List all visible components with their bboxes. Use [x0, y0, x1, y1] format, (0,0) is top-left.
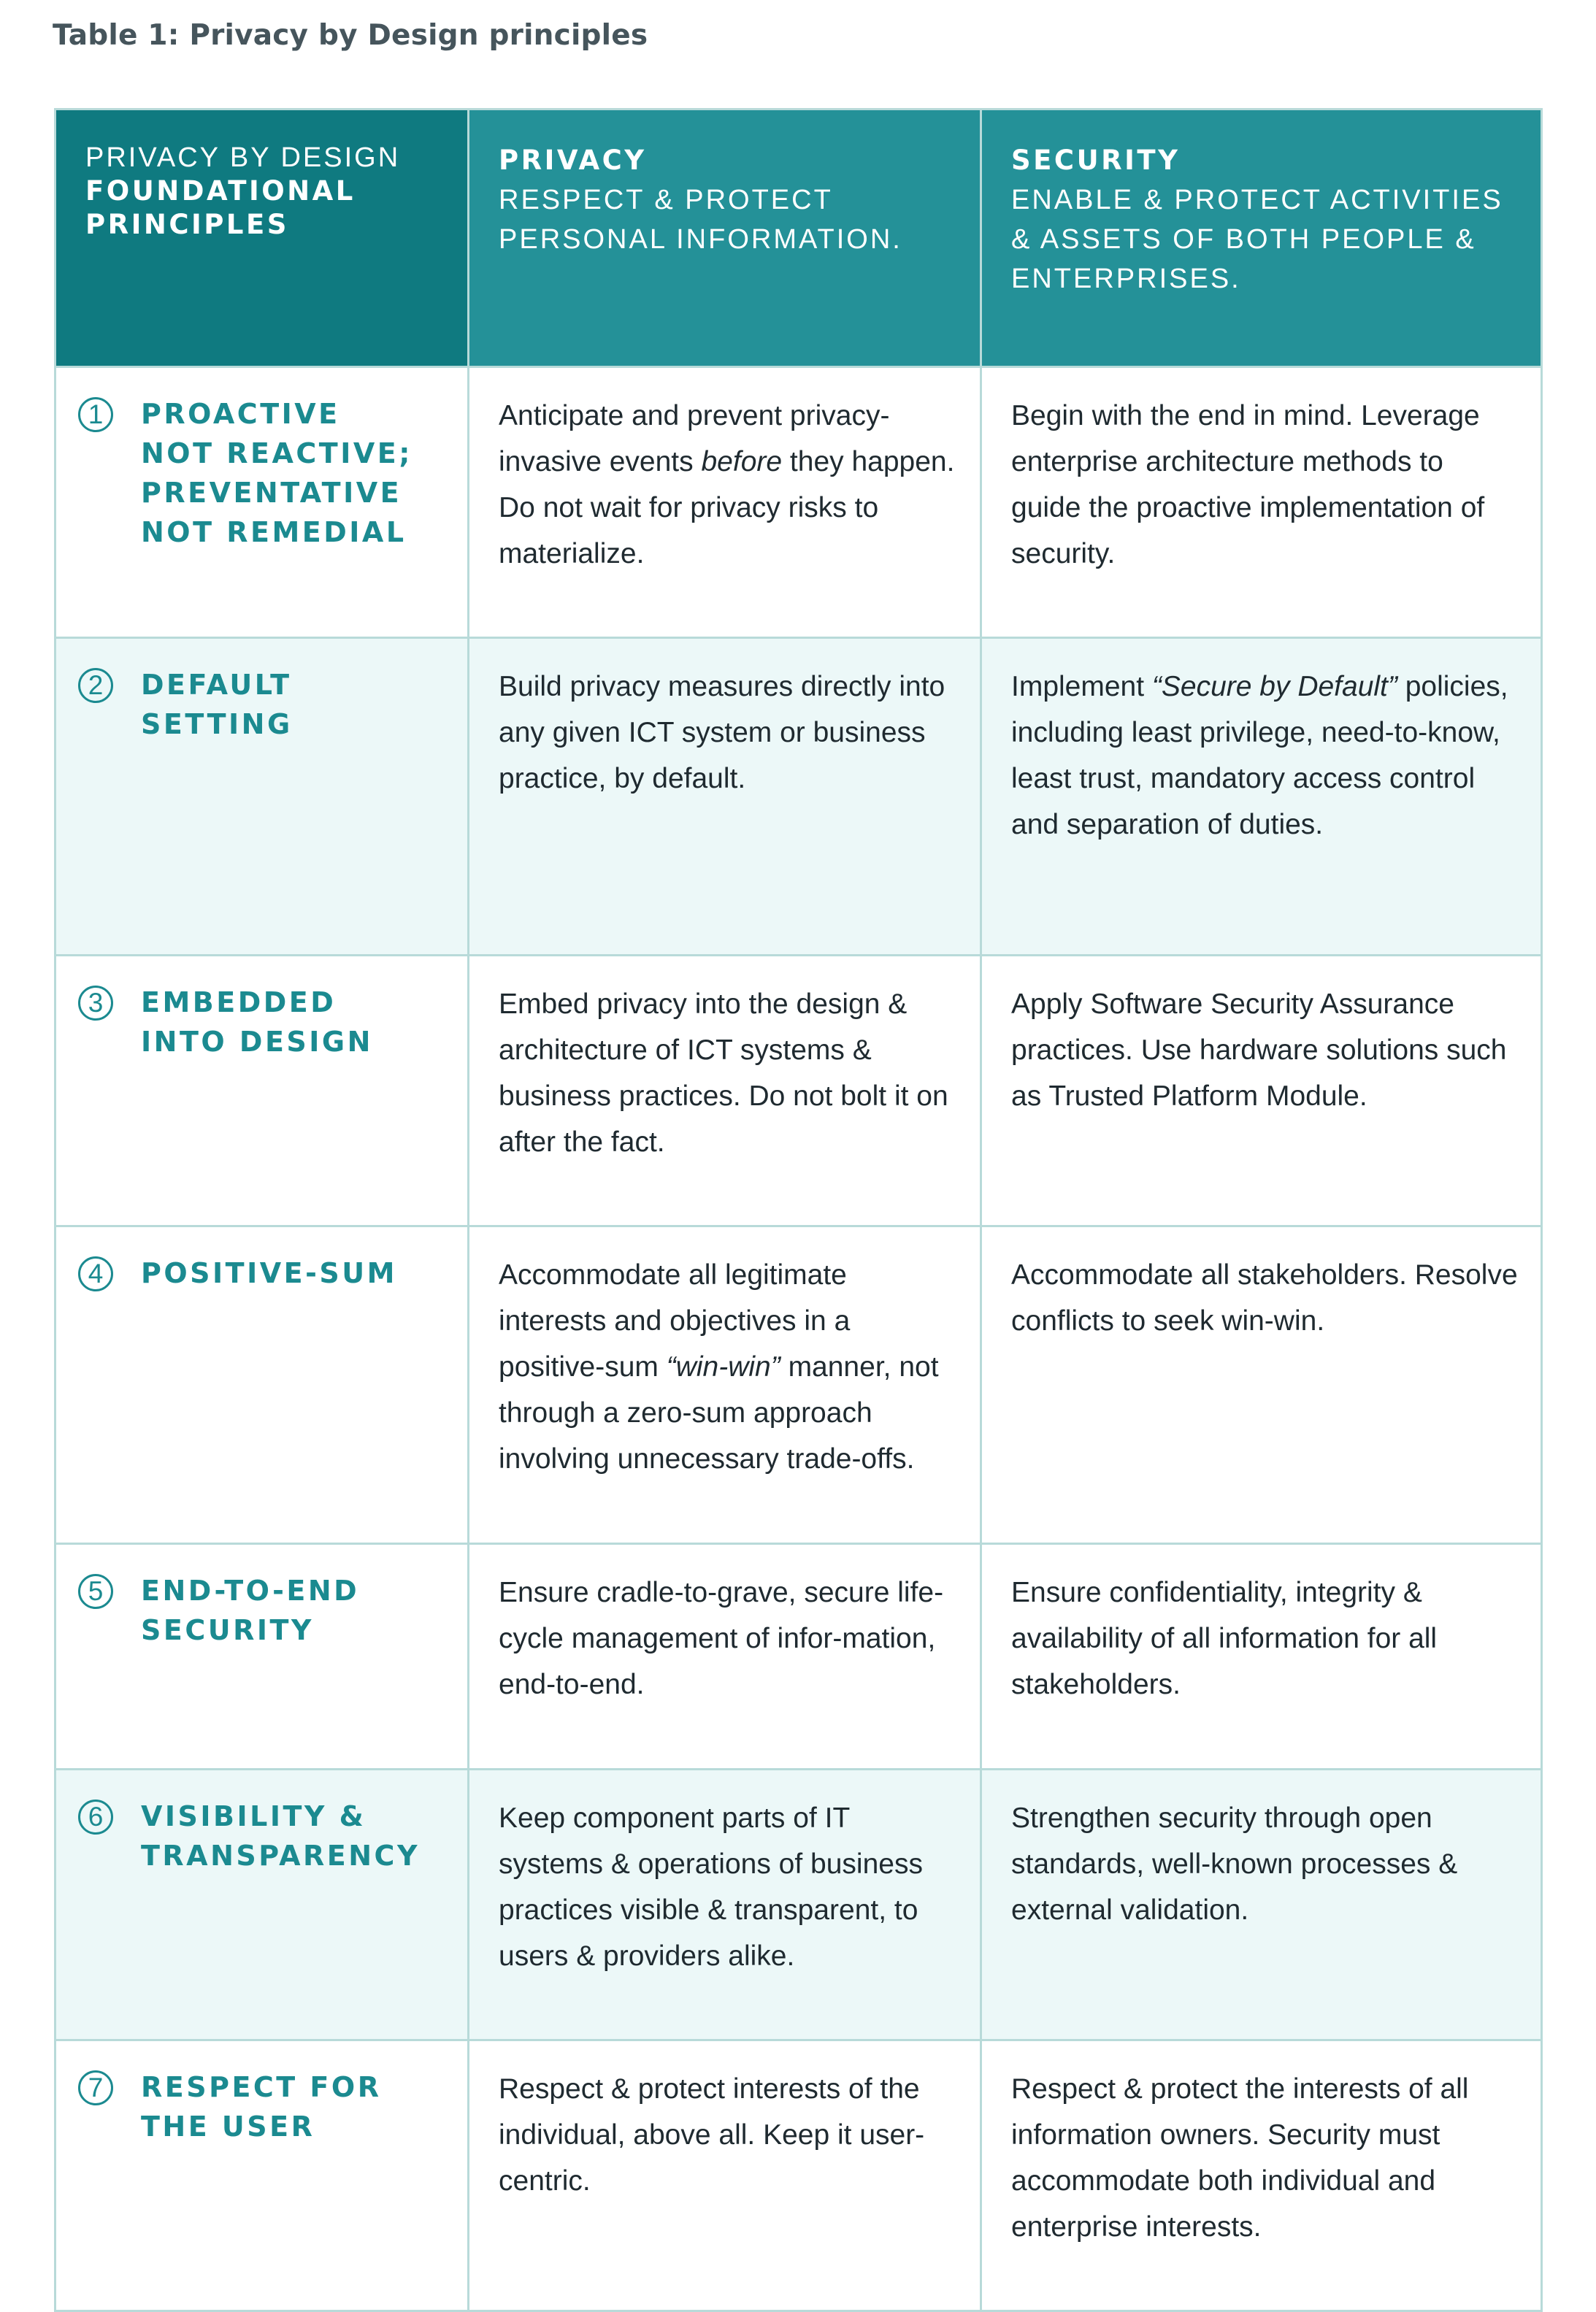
privacy-cell	[469, 367, 981, 638]
principle-name: PROACTIVE NOT REACTIVE; PREVENTATIVE NOT REMEDIAL	[141, 398, 413, 548]
security-emphasis: “Secure by Default”	[1151, 671, 1397, 702]
table-row	[55, 367, 1542, 638]
privacy-by-design-table	[54, 108, 1543, 2312]
principle-cell	[55, 956, 469, 1226]
security-cell: Respect & protect the interests of all information owners. Security must accommodate both individual and enterprise interests.	[981, 2040, 1542, 2311]
principle-cell	[55, 1226, 469, 1544]
security-cell: Apply Software Security Assurance practices. Use hardware solutions such as Trusted Platform Module.	[981, 956, 1542, 1226]
security-cell	[981, 638, 1542, 956]
principle-cell	[55, 367, 469, 638]
table-row	[55, 956, 1542, 1226]
privacy-text: Accommodate all legitimate interests and objectives in a positive-sum	[499, 1259, 851, 1383]
table-caption: Table 1: Privacy by Design principles	[53, 19, 648, 52]
principle-name: DEFAULT SETTING	[141, 669, 293, 740]
principle-number-badge: 6	[78, 1800, 113, 1835]
security-text: policies, including least privilege, need-to-know, least trust, mandatory access control and separation of duties.	[1011, 671, 1508, 840]
principle-number-badge: 2	[78, 668, 113, 703]
principle-name: POSITIVE-SUM	[141, 1257, 397, 1289]
header-principles-bold-2: PRINCIPLES	[85, 209, 289, 240]
principle-cell	[55, 638, 469, 956]
security-cell: Ensure confidentiality, integrity & availability of all information for all stakeholders.	[981, 1544, 1542, 1770]
privacy-emphasis: “win-win”	[666, 1351, 780, 1383]
privacy-emphasis: before	[701, 446, 783, 477]
principle-name: EMBEDDED INTO DESIGN	[141, 986, 373, 1058]
principle-number-badge: 5	[78, 1574, 113, 1609]
principle-cell	[55, 1544, 469, 1770]
table-header-row	[55, 110, 1542, 367]
principle-number-badge: 4	[78, 1256, 113, 1291]
table-row	[55, 1544, 1542, 1770]
privacy-cell: Build privacy measures directly into any given ICT system or business practice, by default.	[469, 638, 981, 956]
principle-name: RESPECT FOR THE USER	[141, 2071, 382, 2143]
table-row	[55, 2040, 1542, 2311]
principle-name: END-TO-END SECURITY	[141, 1575, 360, 1646]
privacy-cell: Respect & protect interests of the individual, above all. Keep it user- centric.	[469, 2040, 981, 2311]
table-row	[55, 1770, 1542, 2040]
header-security-light: ENABLE & PROTECT ACTIVITIES & ASSETS OF BOTH PEOPLE & ENTERPRISES.	[1011, 185, 1503, 294]
principle-number-badge: 7	[78, 2070, 113, 2105]
principle-number-badge: 1	[78, 397, 113, 432]
privacy-cell: Ensure cradle-to-grave, secure life- cycle management of infor-mation, end-to-end.	[469, 1544, 981, 1770]
privacy-cell: Embed privacy into the design & architecture of ICT systems & business practices. Do not bolt it on after the fact.	[469, 956, 981, 1226]
principle-cell	[55, 1770, 469, 2040]
privacy-text: Anticipate and prevent privacy-invasive events	[499, 400, 890, 477]
privacy-cell	[469, 1226, 981, 1544]
privacy-text: manner, not through a zero-sum approach involving unnecessary trade-offs.	[499, 1351, 939, 1475]
security-text: Implement	[1011, 671, 1152, 702]
table-row	[55, 1226, 1542, 1544]
principle-cell	[55, 2040, 469, 2311]
privacy-text: they happen. Do not wait for privacy risks to materialize.	[499, 446, 955, 569]
header-principles-bold-1: FOUNDATIONAL	[85, 175, 356, 207]
privacy-cell: Keep component parts of IT systems & operations of business practices visible & transparent, to users & providers alike.	[469, 1770, 981, 2040]
header-principles	[55, 110, 469, 367]
header-principles-light: PRIVACY BY DESIGN	[85, 142, 401, 173]
principle-number-badge: 3	[78, 986, 113, 1021]
principle-name: VISIBILITY & TRANSPARENCY	[141, 1800, 420, 1872]
header-privacy-bold: PRIVACY	[499, 145, 647, 176]
header-security-bold: SECURITY	[1011, 145, 1181, 176]
security-cell: Accommodate all stakeholders. Resolve conflicts to seek win-win.	[981, 1226, 1542, 1544]
header-privacy-light: RESPECT & PROTECT PERSONAL INFORMATION.	[499, 185, 902, 255]
table-row	[55, 638, 1542, 956]
header-privacy	[469, 110, 981, 367]
security-cell: Begin with the end in mind. Leverage enterprise architecture methods to guide the proactive implementation of security.	[981, 367, 1542, 638]
header-security	[981, 110, 1542, 367]
security-cell: Strengthen security through open standards, well-known processes & external validation.	[981, 1770, 1542, 2040]
